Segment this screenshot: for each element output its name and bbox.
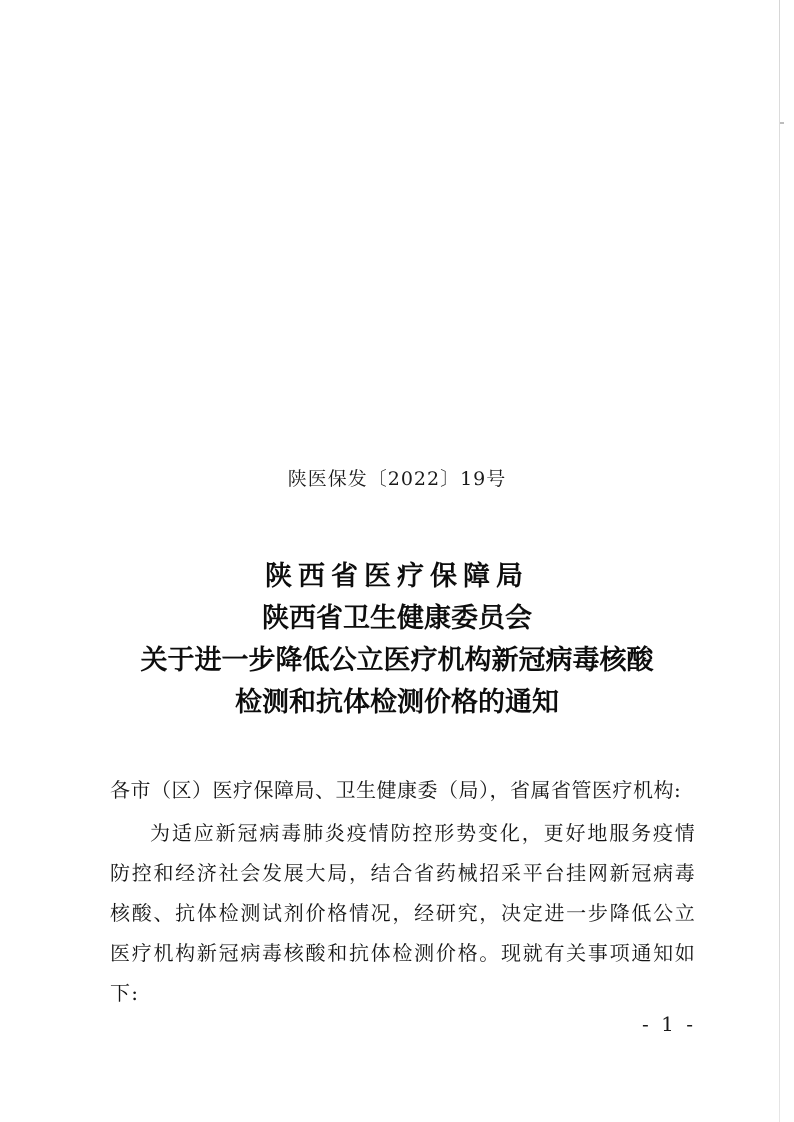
title-line-subject-1: 关于进一步降低公立医疗机构新冠病毒核酸 (140, 645, 654, 676)
document-number: 陕医保发〔2022〕19号 (287, 468, 507, 490)
title-line-subject-2: 检测和抗体检测价格的通知 (235, 687, 559, 718)
body-paragraph: 为适应新冠病毒肺炎疫情防控形势变化，更好地服务疫情防控和经济社会发展大局，结合省药械招采平台挂网新冠病毒核酸、抗体检测试剂价格情况，经研究，决定进一步降低公立医疗机构新冠病毒核酸和抗体检测价格。现就有关事项通知如下: (110, 821, 696, 1005)
title-line-issuer-2: 陕西省卫生健康委员会 (262, 603, 532, 634)
scan-mark (780, 122, 784, 124)
document-body (110, 770, 696, 1013)
page-number: - 1 - (642, 1012, 696, 1036)
title-line-issuer-1: 陕西省医疗保障局 (265, 561, 529, 592)
salutation: 各市（区）医疗保障局、卫生健康委（局），省属省管医疗机构: (110, 778, 682, 802)
document-title (0, 556, 794, 724)
